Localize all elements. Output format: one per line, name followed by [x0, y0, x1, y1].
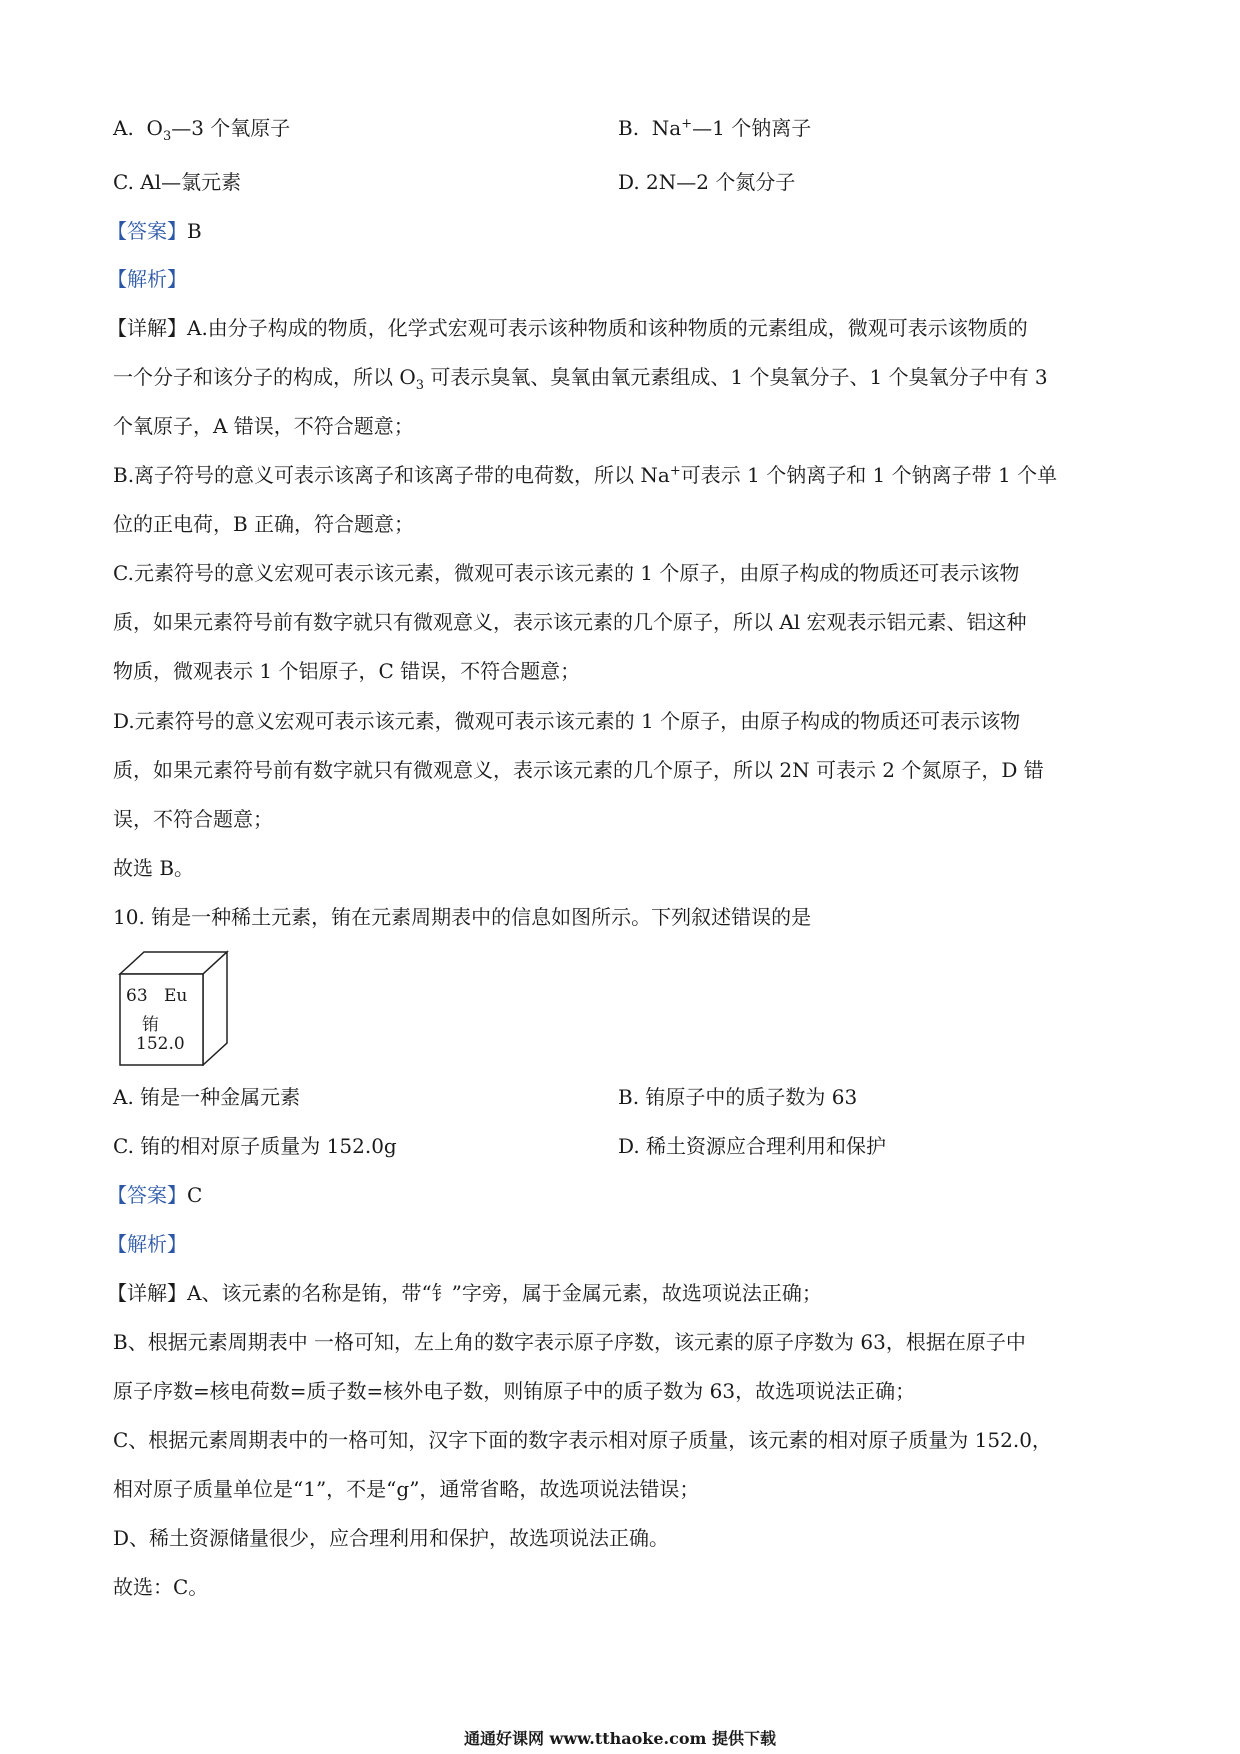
- q9-answer: [107, 216, 202, 246]
- atomic-number: 63: [126, 986, 148, 1006]
- analysis-tag: 【解析】: [107, 267, 187, 291]
- q9-analysis: [107, 264, 187, 294]
- q10-answer: [107, 1180, 202, 1210]
- q9-detail-line-7: 质，如果元素符号前有数字就只有微观意义，表示该元素的几个原子，所以 Al 宏观表示铝元素、铝这种: [113, 610, 1027, 634]
- detail-text: A.由分子构成的物质，化学式宏观可表示该种物质和该种物质的元素组成，微观可表示该物质的: [187, 316, 1028, 340]
- formula-subscript: 3: [162, 129, 172, 144]
- q10-option-b: B. 铕原子中的质子数为 63: [618, 1085, 858, 1109]
- q10-detail-line-4: C、根据元素周期表中的一格可知，汉字下面的数字表示相对原子质量，该元素的相对原子质量为 152.0，: [113, 1428, 1052, 1452]
- option-label: A.: [113, 116, 134, 140]
- option-text: —3 个氧原子: [171, 116, 291, 140]
- q9-option-b: [618, 113, 811, 143]
- option-label: B.: [618, 116, 640, 140]
- q9-option-c: C. Al—氯元素: [113, 170, 242, 194]
- q9-detail-line-4: [113, 460, 1057, 490]
- answer-tag: 【答案】: [107, 1183, 187, 1207]
- detail-text: 一个分子和该分子的构成，所以 O: [113, 365, 416, 389]
- formula-na: Na: [651, 116, 682, 140]
- q9-detail-line-2: [113, 362, 1048, 392]
- detail-text: 可表示臭氧、臭氧由氧元素组成、1 个臭氧分子、1 个臭氧分子中有 3: [424, 365, 1048, 389]
- q9-detail-line-6: C.元素符号的意义宏观可表示该元素，微观可表示该元素的 1 个原子，由原子构成的物质还可表示该物: [113, 561, 1020, 585]
- q10-stem: 10. 铕是一种稀土元素，铕在元素周期表中的信息如图所示。下列叙述错误的是: [113, 905, 812, 929]
- q10-detail-line-6: D、稀土资源储量很少，应合理利用和保护，故选项说法正确。: [113, 1526, 670, 1550]
- formula-o: O: [146, 116, 163, 140]
- element-symbol: Eu: [164, 986, 188, 1006]
- q10-detail-line-3: 原子序数=核电荷数=质子数=核外电子数，则铕原子中的质子数为 63，故选项说法正确；: [113, 1379, 916, 1403]
- q9-detail-line-12: 故选 B。: [113, 856, 195, 880]
- q9-option-a: [113, 113, 290, 143]
- q10-option-d: D. 稀土资源应合理利用和保护: [618, 1134, 887, 1158]
- q10-detail-line-7: 故选：C。: [113, 1575, 209, 1599]
- answer-tag: 【答案】: [107, 219, 187, 243]
- q9-detail-line-1: [107, 313, 1028, 343]
- q10-detail-line-1: [107, 1278, 822, 1308]
- page-footer: 通通好课网 www.tthaoke.com 提供下载: [463, 1729, 777, 1748]
- detail-tag: 【详解】: [107, 1281, 187, 1305]
- analysis-tag: 【解析】: [107, 1232, 187, 1256]
- detail-text: B.离子符号的意义可表示该离子和该离子带的电荷数，所以 Na: [113, 463, 670, 487]
- q9-detail-line-8: 物质，微观表示 1 个铝原子，C 错误，不符合题意；: [113, 659, 581, 683]
- formula-superscript: +: [681, 116, 693, 132]
- q10-detail-line-5: 相对原子质量单位是“1”，不是“g”，通常省略，故选项说法错误；: [113, 1477, 700, 1501]
- detail-tag: 【详解】: [107, 316, 187, 340]
- q9-detail-line-3: 个氧原子，A 错误，不符合题意；: [113, 414, 414, 438]
- detail-text: A、该元素的名称是铕，带“钅”字旁，属于金属元素，故选项说法正确；: [187, 1281, 822, 1305]
- q10-detail-line-2: B、根据元素周期表中 一格可知，左上角的数字表示原子序数，该元素的原子序数为 63，根据在原子中: [113, 1330, 1026, 1354]
- element-name: 铕: [142, 1015, 159, 1035]
- q10-analysis: [107, 1229, 187, 1259]
- q10-option-a: A. 铕是一种金属元素: [113, 1085, 301, 1109]
- q10-option-c: C. 铕的相对原子质量为 152.0g: [113, 1134, 397, 1158]
- option-text: —1 个钠离子: [692, 116, 812, 140]
- formula-subscript: 3: [415, 378, 425, 393]
- answer-value: C: [187, 1183, 203, 1207]
- q9-detail-line-9: D.元素符号的意义宏观可表示该元素，微观可表示该元素的 1 个原子，由原子构成的物质还可表示该物: [113, 709, 1021, 733]
- detail-text: 可表示 1 个钠离子和 1 个钠离子带 1 个单: [680, 463, 1058, 487]
- q9-detail-line-5: 位的正电荷，B 正确，符合题意；: [113, 512, 415, 536]
- q9-option-d: D. 2N—2 个氮分子: [618, 170, 796, 194]
- q9-detail-line-11: 误，不符合题意；: [113, 807, 273, 831]
- answer-value: B: [187, 219, 202, 243]
- formula-superscript: +: [669, 463, 681, 479]
- atomic-mass: 152.0: [136, 1034, 185, 1054]
- periodic-table-cell: [112, 946, 240, 1066]
- q9-detail-line-10: 质，如果元素符号前有数字就只有微观意义，表示该元素的几个原子，所以 2N 可表示 2 个氮原子，D 错: [113, 758, 1044, 782]
